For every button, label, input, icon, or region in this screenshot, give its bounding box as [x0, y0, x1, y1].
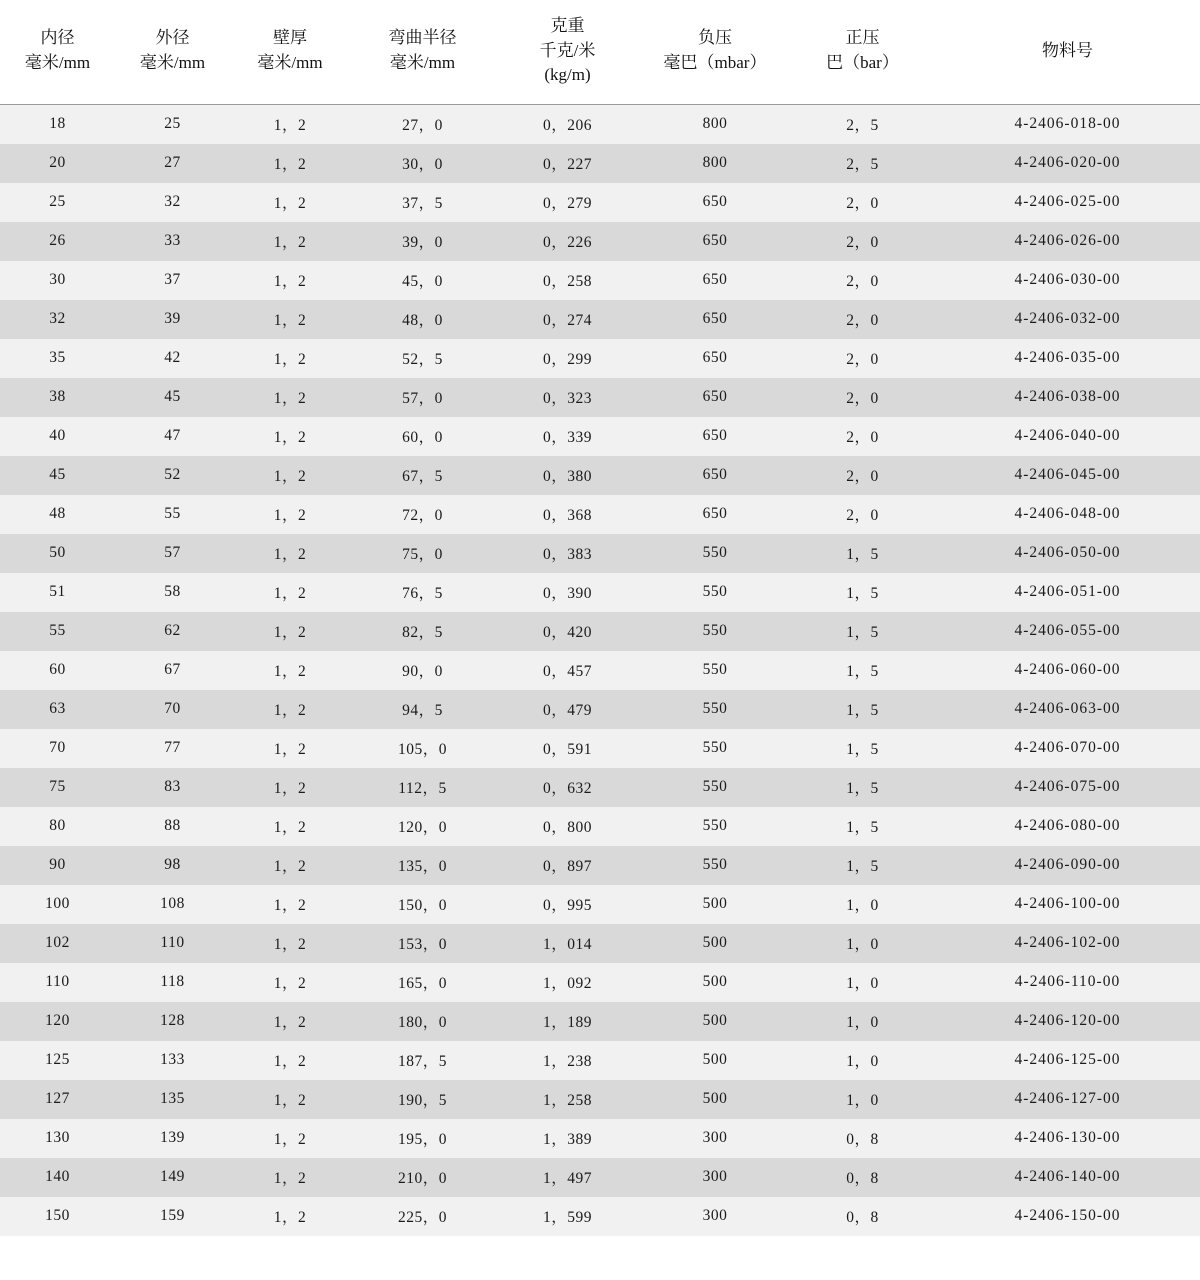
cell-value: 1，2 [273, 780, 307, 798]
cell-value: 32 [164, 193, 181, 211]
cell-value: 1，0 [846, 1053, 879, 1071]
cell-value: 57 [164, 544, 181, 562]
cell-value: 1，2 [273, 624, 307, 642]
cell-material-number: 4-2406-070-00 [1014, 739, 1121, 757]
table-row [0, 1080, 1200, 1119]
cell-value: 1，2 [273, 312, 307, 330]
cell-value: 300 [702, 1207, 728, 1225]
column-header-line: 毫米/mm [257, 52, 323, 72]
cell-value: 2，0 [846, 507, 879, 525]
cell-value: 650 [702, 232, 728, 250]
column-header-line: 外径 [155, 28, 190, 48]
cell-material-number: 4-2406-102-00 [1014, 934, 1121, 952]
cell-value: 77 [164, 739, 181, 757]
cell-material-number: 4-2406-140-00 [1014, 1168, 1121, 1186]
cell-value: 39 [164, 310, 181, 328]
cell-value: 1，599 [542, 1209, 592, 1227]
cell-value: 1，2 [273, 273, 307, 291]
cell-value: 130 [45, 1129, 70, 1147]
cell-value: 88 [164, 817, 181, 835]
column-header-line: 毫米/mm [389, 52, 456, 72]
cell-material-number: 4-2406-055-00 [1014, 622, 1121, 640]
cell-value: 2，5 [846, 117, 879, 135]
column-header-line: 毫米/mm [139, 52, 206, 72]
column-header-line: 物料号 [1042, 40, 1093, 60]
cell-value: 82，5 [402, 624, 443, 642]
table-row [0, 261, 1200, 300]
column-header-1 [115, 0, 230, 104]
table-row [0, 378, 1200, 417]
cell-value: 0，897 [542, 858, 592, 876]
table-row [0, 690, 1200, 729]
cell-value: 1，0 [846, 1014, 879, 1032]
column-header-line: 千克/米 [539, 40, 596, 60]
cell-value: 1，2 [273, 507, 307, 525]
cell-value: 1，5 [846, 585, 879, 603]
cell-value: 25 [164, 115, 181, 133]
cell-value: 149 [160, 1168, 185, 1186]
cell-value: 0，368 [542, 507, 592, 525]
table-row [0, 456, 1200, 495]
cell-value: 33 [164, 232, 181, 250]
cell-value: 100 [45, 895, 70, 913]
cell-value: 1，2 [273, 351, 307, 369]
table-row [0, 729, 1200, 768]
cell-value: 140 [45, 1168, 70, 1186]
cell-value: 135，0 [397, 858, 447, 876]
cell-value: 1，2 [273, 741, 307, 759]
cell-value: 1，2 [273, 936, 307, 954]
cell-value: 1，2 [273, 975, 307, 993]
cell-value: 57，0 [402, 390, 443, 408]
table-row [0, 183, 1200, 222]
cell-value: 135 [160, 1090, 185, 1108]
cell-material-number: 4-2406-125-00 [1014, 1051, 1121, 1069]
cell-value: 32 [49, 310, 66, 328]
cell-value: 75，0 [402, 546, 443, 564]
cell-value: 1，0 [846, 936, 879, 954]
table-row [0, 1158, 1200, 1197]
cell-value: 2，0 [846, 195, 879, 213]
table-row [0, 1197, 1200, 1236]
cell-value: 1，5 [846, 702, 879, 720]
cell-value: 1，2 [273, 819, 307, 837]
cell-value: 0，8 [846, 1209, 879, 1227]
cell-value: 650 [702, 466, 728, 484]
cell-value: 70 [164, 700, 181, 718]
cell-value: 1，2 [273, 1209, 307, 1227]
cell-value: 1，389 [542, 1131, 592, 1149]
cell-material-number: 4-2406-035-00 [1014, 349, 1121, 367]
cell-material-number: 4-2406-080-00 [1014, 817, 1121, 835]
cell-value: 0，383 [542, 546, 592, 564]
cell-material-number: 4-2406-060-00 [1014, 661, 1121, 679]
table-row [0, 417, 1200, 456]
table-row [0, 807, 1200, 846]
cell-value: 0，8 [846, 1131, 879, 1149]
cell-material-number: 4-2406-127-00 [1014, 1090, 1121, 1108]
cell-value: 48 [49, 505, 66, 523]
cell-value: 159 [160, 1207, 185, 1225]
cell-value: 90 [49, 856, 66, 874]
cell-material-number: 4-2406-051-00 [1014, 583, 1121, 601]
cell-value: 1，2 [273, 1014, 307, 1032]
cell-value: 1，2 [273, 1131, 307, 1149]
table-row [0, 1041, 1200, 1080]
cell-value: 52 [164, 466, 181, 484]
table-row [0, 104, 1200, 144]
cell-value: 2，0 [846, 468, 879, 486]
table-row [0, 144, 1200, 183]
cell-material-number: 4-2406-045-00 [1014, 466, 1121, 484]
cell-material-number: 4-2406-063-00 [1014, 700, 1121, 718]
cell-value: 55 [49, 622, 66, 640]
cell-value: 0，420 [542, 624, 592, 642]
cell-value: 650 [702, 271, 728, 289]
cell-value: 650 [702, 310, 728, 328]
cell-value: 500 [702, 1090, 728, 1108]
cell-value: 0，632 [542, 780, 592, 798]
cell-value: 187，5 [397, 1053, 447, 1071]
cell-value: 300 [702, 1129, 728, 1147]
cell-value: 58 [164, 583, 181, 601]
cell-value: 0，380 [542, 468, 592, 486]
cell-value: 35 [49, 349, 66, 367]
cell-value: 2，0 [846, 234, 879, 252]
cell-value: 25 [49, 193, 66, 211]
column-header-6 [790, 0, 935, 104]
cell-value: 1，5 [846, 741, 879, 759]
column-header-line: 毫米/mm [24, 52, 91, 72]
cell-value: 0，591 [542, 741, 592, 759]
cell-value: 133 [160, 1051, 185, 1069]
cell-value: 90，0 [402, 663, 443, 681]
cell-value: 2，0 [846, 351, 879, 369]
cell-material-number: 4-2406-120-00 [1014, 1012, 1121, 1030]
cell-value: 45 [164, 388, 181, 406]
cell-value: 1，092 [542, 975, 592, 993]
cell-value: 1，2 [273, 897, 307, 915]
cell-value: 150，0 [397, 897, 447, 915]
cell-value: 1，2 [273, 1092, 307, 1110]
column-header-line: 负压 [698, 28, 732, 48]
cell-value: 550 [702, 817, 728, 835]
cell-material-number: 4-2406-110-00 [1014, 973, 1121, 991]
cell-value: 37，5 [402, 195, 443, 213]
table-row [0, 339, 1200, 378]
table-row [0, 651, 1200, 690]
cell-value: 225，0 [397, 1209, 447, 1227]
cell-value: 1，2 [273, 858, 307, 876]
cell-value: 118 [160, 973, 185, 991]
table-row [0, 300, 1200, 339]
cell-material-number: 4-2406-040-00 [1014, 427, 1121, 445]
column-header-line: 毫巴（mbar） [663, 52, 767, 72]
column-header-line: 弯曲半径 [388, 28, 457, 48]
cell-value: 1，5 [846, 624, 879, 642]
cell-value: 550 [702, 700, 728, 718]
cell-value: 550 [702, 778, 728, 796]
cell-value: 1，2 [273, 663, 307, 681]
cell-value: 1，189 [542, 1014, 592, 1032]
table-row [0, 768, 1200, 807]
cell-value: 0，339 [542, 429, 592, 447]
cell-material-number: 4-2406-090-00 [1014, 856, 1121, 874]
cell-material-number: 4-2406-048-00 [1014, 505, 1121, 523]
table-header [0, 0, 1200, 104]
cell-value: 650 [702, 193, 728, 211]
cell-value: 800 [702, 154, 728, 172]
cell-value: 550 [702, 661, 728, 679]
table-row [0, 222, 1200, 261]
cell-value: 38 [49, 388, 66, 406]
table-row [0, 1119, 1200, 1158]
cell-value: 63 [49, 700, 66, 718]
cell-value: 18 [49, 115, 66, 133]
table-row [0, 885, 1200, 924]
cell-value: 125 [45, 1051, 70, 1069]
cell-value: 98 [164, 856, 181, 874]
cell-value: 550 [702, 583, 728, 601]
table-row [0, 495, 1200, 534]
cell-value: 55 [164, 505, 181, 523]
cell-value: 127 [45, 1090, 70, 1108]
cell-value: 550 [702, 739, 728, 757]
cell-value: 800 [702, 115, 728, 133]
cell-value: 50 [49, 544, 66, 562]
column-header-line: 壁厚 [273, 28, 307, 48]
cell-value: 120 [45, 1012, 70, 1030]
cell-value: 1，2 [273, 1053, 307, 1071]
table-row [0, 612, 1200, 651]
column-header-2 [230, 0, 350, 104]
cell-value: 83 [164, 778, 181, 796]
cell-value: 2，0 [846, 429, 879, 447]
cell-value: 51 [49, 583, 66, 601]
cell-value: 190，5 [397, 1092, 447, 1110]
cell-value: 650 [702, 388, 728, 406]
cell-value: 180，0 [397, 1014, 447, 1032]
cell-value: 500 [702, 895, 728, 913]
cell-value: 500 [702, 934, 728, 952]
cell-value: 1，238 [542, 1053, 592, 1071]
cell-value: 110 [160, 934, 185, 952]
cell-value: 1，2 [273, 117, 307, 135]
cell-value: 1，2 [273, 429, 307, 447]
cell-value: 0，279 [542, 195, 592, 213]
column-header-line: (kg/m) [544, 65, 591, 85]
cell-value: 108 [160, 895, 185, 913]
cell-value: 1，2 [273, 156, 307, 174]
column-header-line: 正压 [845, 28, 880, 48]
table-body [0, 104, 1200, 1236]
cell-value: 102 [45, 934, 70, 952]
cell-value: 27 [164, 154, 181, 172]
cell-value: 75 [49, 778, 66, 796]
cell-value: 550 [702, 622, 728, 640]
cell-value: 120，0 [397, 819, 447, 837]
cell-material-number: 4-2406-050-00 [1014, 544, 1121, 562]
cell-value: 26 [49, 232, 66, 250]
cell-value: 1，2 [273, 702, 307, 720]
cell-value: 1，5 [846, 663, 879, 681]
cell-value: 0，274 [542, 312, 592, 330]
cell-value: 0，258 [542, 273, 592, 291]
cell-material-number: 4-2406-018-00 [1014, 115, 1121, 133]
column-header-5 [640, 0, 790, 104]
cell-value: 1，5 [846, 858, 879, 876]
cell-value: 1，2 [273, 195, 307, 213]
cell-value: 500 [702, 973, 728, 991]
cell-value: 30 [49, 271, 66, 289]
cell-value: 40 [49, 427, 66, 445]
cell-value: 2，5 [846, 156, 879, 174]
column-header-0 [0, 0, 115, 104]
cell-value: 0，479 [542, 702, 592, 720]
table-row [0, 924, 1200, 963]
cell-material-number: 4-2406-025-00 [1014, 193, 1121, 211]
cell-value: 47 [164, 427, 181, 445]
cell-value: 45，0 [402, 273, 443, 291]
cell-value: 0，226 [542, 234, 592, 252]
cell-value: 110 [45, 973, 70, 991]
cell-value: 1，5 [846, 546, 879, 564]
cell-value: 60 [49, 661, 66, 679]
cell-value: 195，0 [397, 1131, 447, 1149]
cell-value: 0，390 [542, 585, 592, 603]
cell-value: 1，2 [273, 234, 307, 252]
cell-value: 0，299 [542, 351, 592, 369]
cell-value: 20 [49, 154, 66, 172]
column-header-line: 克重 [550, 16, 585, 35]
cell-value: 139 [160, 1129, 185, 1147]
table-row [0, 534, 1200, 573]
cell-value: 0，227 [542, 156, 592, 174]
cell-value: 1，2 [273, 585, 307, 603]
cell-material-number: 4-2406-130-00 [1014, 1129, 1121, 1147]
column-header-4 [495, 0, 640, 104]
cell-value: 1，5 [846, 819, 879, 837]
cell-value: 67，5 [402, 468, 443, 486]
cell-value: 27，0 [402, 117, 443, 135]
cell-value: 1，2 [273, 390, 307, 408]
table-row [0, 963, 1200, 1002]
cell-value: 153，0 [397, 936, 447, 954]
cell-value: 1，014 [542, 936, 592, 954]
cell-material-number: 4-2406-150-00 [1014, 1207, 1121, 1225]
cell-material-number: 4-2406-030-00 [1014, 271, 1121, 289]
cell-value: 105，0 [397, 741, 447, 759]
cell-value: 2，0 [846, 390, 879, 408]
cell-value: 39，0 [402, 234, 443, 252]
cell-value: 70 [49, 739, 66, 757]
cell-value: 0，995 [542, 897, 592, 915]
cell-value: 45 [49, 466, 66, 484]
column-header-line: 内径 [40, 28, 75, 48]
cell-value: 1，2 [273, 468, 307, 486]
cell-value: 500 [702, 1012, 728, 1030]
cell-value: 1，5 [846, 780, 879, 798]
cell-value: 210，0 [397, 1170, 447, 1188]
cell-value: 76，5 [402, 585, 443, 603]
cell-value: 300 [702, 1168, 728, 1186]
cell-value: 0，206 [542, 117, 592, 135]
table-row [0, 1002, 1200, 1041]
cell-material-number: 4-2406-075-00 [1014, 778, 1121, 796]
cell-value: 0，800 [542, 819, 592, 837]
cell-value: 0，457 [542, 663, 592, 681]
cell-value: 37 [164, 271, 181, 289]
table-row [0, 846, 1200, 885]
cell-value: 128 [160, 1012, 185, 1030]
cell-value: 165，0 [397, 975, 447, 993]
cell-value: 1，0 [846, 1092, 879, 1110]
cell-value: 42 [164, 349, 181, 367]
cell-value: 150 [45, 1207, 70, 1225]
cell-value: 650 [702, 427, 728, 445]
cell-value: 94，5 [402, 702, 443, 720]
cell-value: 52，5 [402, 351, 443, 369]
cell-value: 550 [702, 544, 728, 562]
cell-material-number: 4-2406-032-00 [1014, 310, 1121, 328]
cell-value: 500 [702, 1051, 728, 1069]
table-header-row [0, 0, 1200, 104]
column-header-line: 巴（bar） [826, 52, 899, 72]
cell-value: 60，0 [402, 429, 443, 447]
cell-value: 80 [49, 817, 66, 835]
cell-value: 62 [164, 622, 181, 640]
cell-value: 0，323 [542, 390, 592, 408]
cell-value: 1，0 [846, 897, 879, 915]
cell-value: 550 [702, 856, 728, 874]
table-row [0, 573, 1200, 612]
cell-value: 1，0 [846, 975, 879, 993]
cell-value: 2，0 [846, 312, 879, 330]
cell-value: 1，497 [542, 1170, 592, 1188]
cell-value: 48，0 [402, 312, 443, 330]
cell-value: 1，258 [542, 1092, 592, 1110]
cell-value: 2，0 [846, 273, 879, 291]
cell-material-number: 4-2406-100-00 [1014, 895, 1121, 913]
cell-value: 30，0 [402, 156, 443, 174]
cell-value: 0，8 [846, 1170, 879, 1188]
cell-value: 650 [702, 505, 728, 523]
cell-value: 1，2 [273, 546, 307, 564]
cell-value: 112，5 [398, 780, 447, 798]
cell-value: 67 [164, 661, 181, 679]
cell-value: 72，0 [402, 507, 443, 525]
column-header-7 [935, 0, 1200, 104]
cell-value: 650 [702, 349, 728, 367]
column-header-3 [350, 0, 495, 104]
cell-material-number: 4-2406-020-00 [1014, 154, 1121, 172]
cell-material-number: 4-2406-026-00 [1014, 232, 1121, 250]
cell-material-number: 4-2406-038-00 [1014, 388, 1121, 406]
cell-value: 1，2 [273, 1170, 307, 1188]
